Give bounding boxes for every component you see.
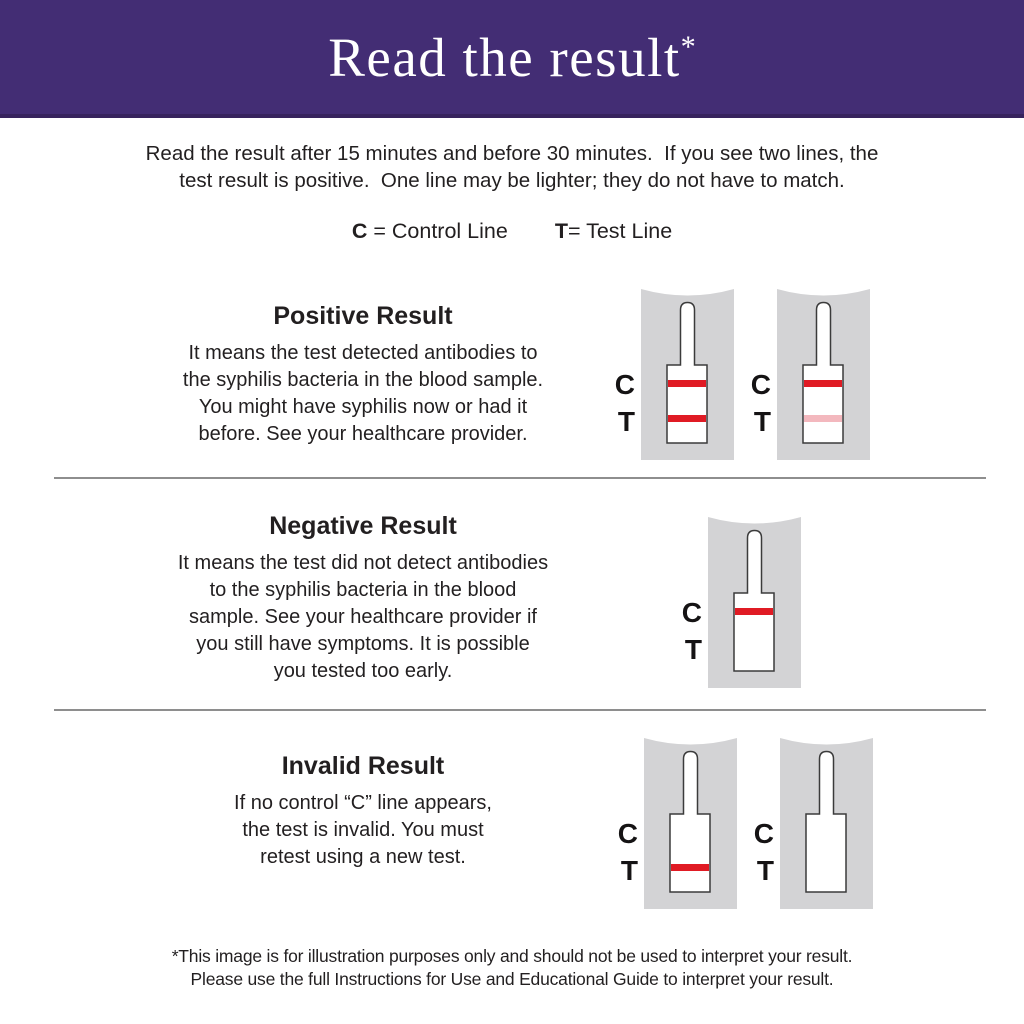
line-legend — [0, 219, 1024, 244]
ct-labels — [614, 735, 638, 909]
disclaimer — [0, 945, 1024, 991]
test-line-label: T — [756, 855, 774, 886]
body-line: you tested too early. — [273, 660, 453, 682]
cassette-illustration — [777, 286, 870, 460]
negative-result-figures — [678, 514, 801, 688]
control-definition: = Control Line — [367, 219, 508, 243]
test-definition: = Test Line — [567, 219, 673, 243]
disclaimer-line: *This image is for illustration purposes only and should not be used to interpret your result. — [171, 946, 853, 966]
test-line-legend — [555, 219, 672, 243]
invalid-result-title: Invalid Result — [281, 752, 445, 780]
intro-text — [0, 140, 1024, 194]
body-line: the syphilis bacteria in the blood sample. — [182, 369, 544, 391]
cassette-illustration — [780, 735, 873, 909]
body-line: You might have syphilis now or had it — [198, 396, 528, 418]
section-divider — [54, 709, 986, 711]
test-cassette-figure — [747, 286, 870, 460]
test-cassette-figure — [611, 286, 734, 460]
body-line: before. See your healthcare provider. — [198, 423, 528, 445]
control-line — [668, 380, 706, 387]
test-cassette-figure — [678, 514, 801, 688]
control-line-label: C — [681, 597, 702, 628]
ct-labels — [750, 735, 774, 909]
section-divider — [54, 477, 986, 479]
control-key: C — [351, 219, 368, 243]
test-line-label: T — [753, 406, 771, 437]
cassette-illustration — [641, 286, 734, 460]
page-title-text: Read the result — [328, 26, 681, 88]
cassette-illustration — [644, 735, 737, 909]
test-line — [668, 415, 706, 422]
header-banner — [0, 0, 1024, 118]
test-cassette-figure — [614, 735, 737, 909]
test-line-label: T — [620, 855, 638, 886]
negative-result-description — [103, 550, 623, 685]
title-asterisk: * — [680, 29, 696, 64]
control-line-label: C — [614, 369, 635, 400]
body-line: It means the test detected antibodies to — [188, 342, 538, 364]
body-line: you still have symptoms. It is possible — [196, 633, 530, 655]
control-line-label: C — [617, 818, 638, 849]
control-line-label: C — [750, 369, 771, 400]
test-line — [671, 864, 709, 871]
body-line: to the syphilis bacteria in the blood — [209, 579, 517, 601]
body-line: the test is invalid. You must — [242, 819, 484, 841]
invalid-result-description — [103, 790, 623, 871]
intro-line: Read the result after 15 minutes and before 30 minutes. If you see two lines, the — [145, 142, 879, 165]
positive-result-description — [103, 340, 623, 448]
control-line-legend — [352, 219, 508, 243]
test-key: T — [554, 219, 568, 243]
test-line — [804, 415, 842, 422]
body-line: sample. See your healthcare provider if — [189, 606, 537, 628]
test-line-label: T — [684, 634, 702, 665]
control-line — [735, 608, 773, 615]
test-cassette-figure — [750, 735, 873, 909]
positive-result-title: Positive Result — [273, 302, 453, 330]
test-line-label: T — [617, 406, 635, 437]
negative-result-title: Negative Result — [269, 512, 457, 540]
disclaimer-line: Please use the full Instructions for Use and Educational Guide to interpret your result. — [190, 969, 834, 989]
control-line — [804, 380, 842, 387]
ct-labels — [678, 514, 702, 688]
body-line: It means the test did not detect antibodies — [177, 552, 549, 574]
body-line: retest using a new test. — [260, 846, 466, 868]
control-line-label: C — [753, 818, 774, 849]
cassette-illustration — [708, 514, 801, 688]
body-line: If no control “C” line appears, — [234, 792, 492, 814]
ct-labels — [747, 286, 771, 460]
intro-line: test result is positive. One line may be lighter; they do not have to match. — [179, 169, 845, 192]
invalid-result-figures — [614, 735, 873, 909]
page-title — [328, 26, 696, 89]
ct-labels — [611, 286, 635, 460]
positive-result-figures — [611, 286, 870, 460]
